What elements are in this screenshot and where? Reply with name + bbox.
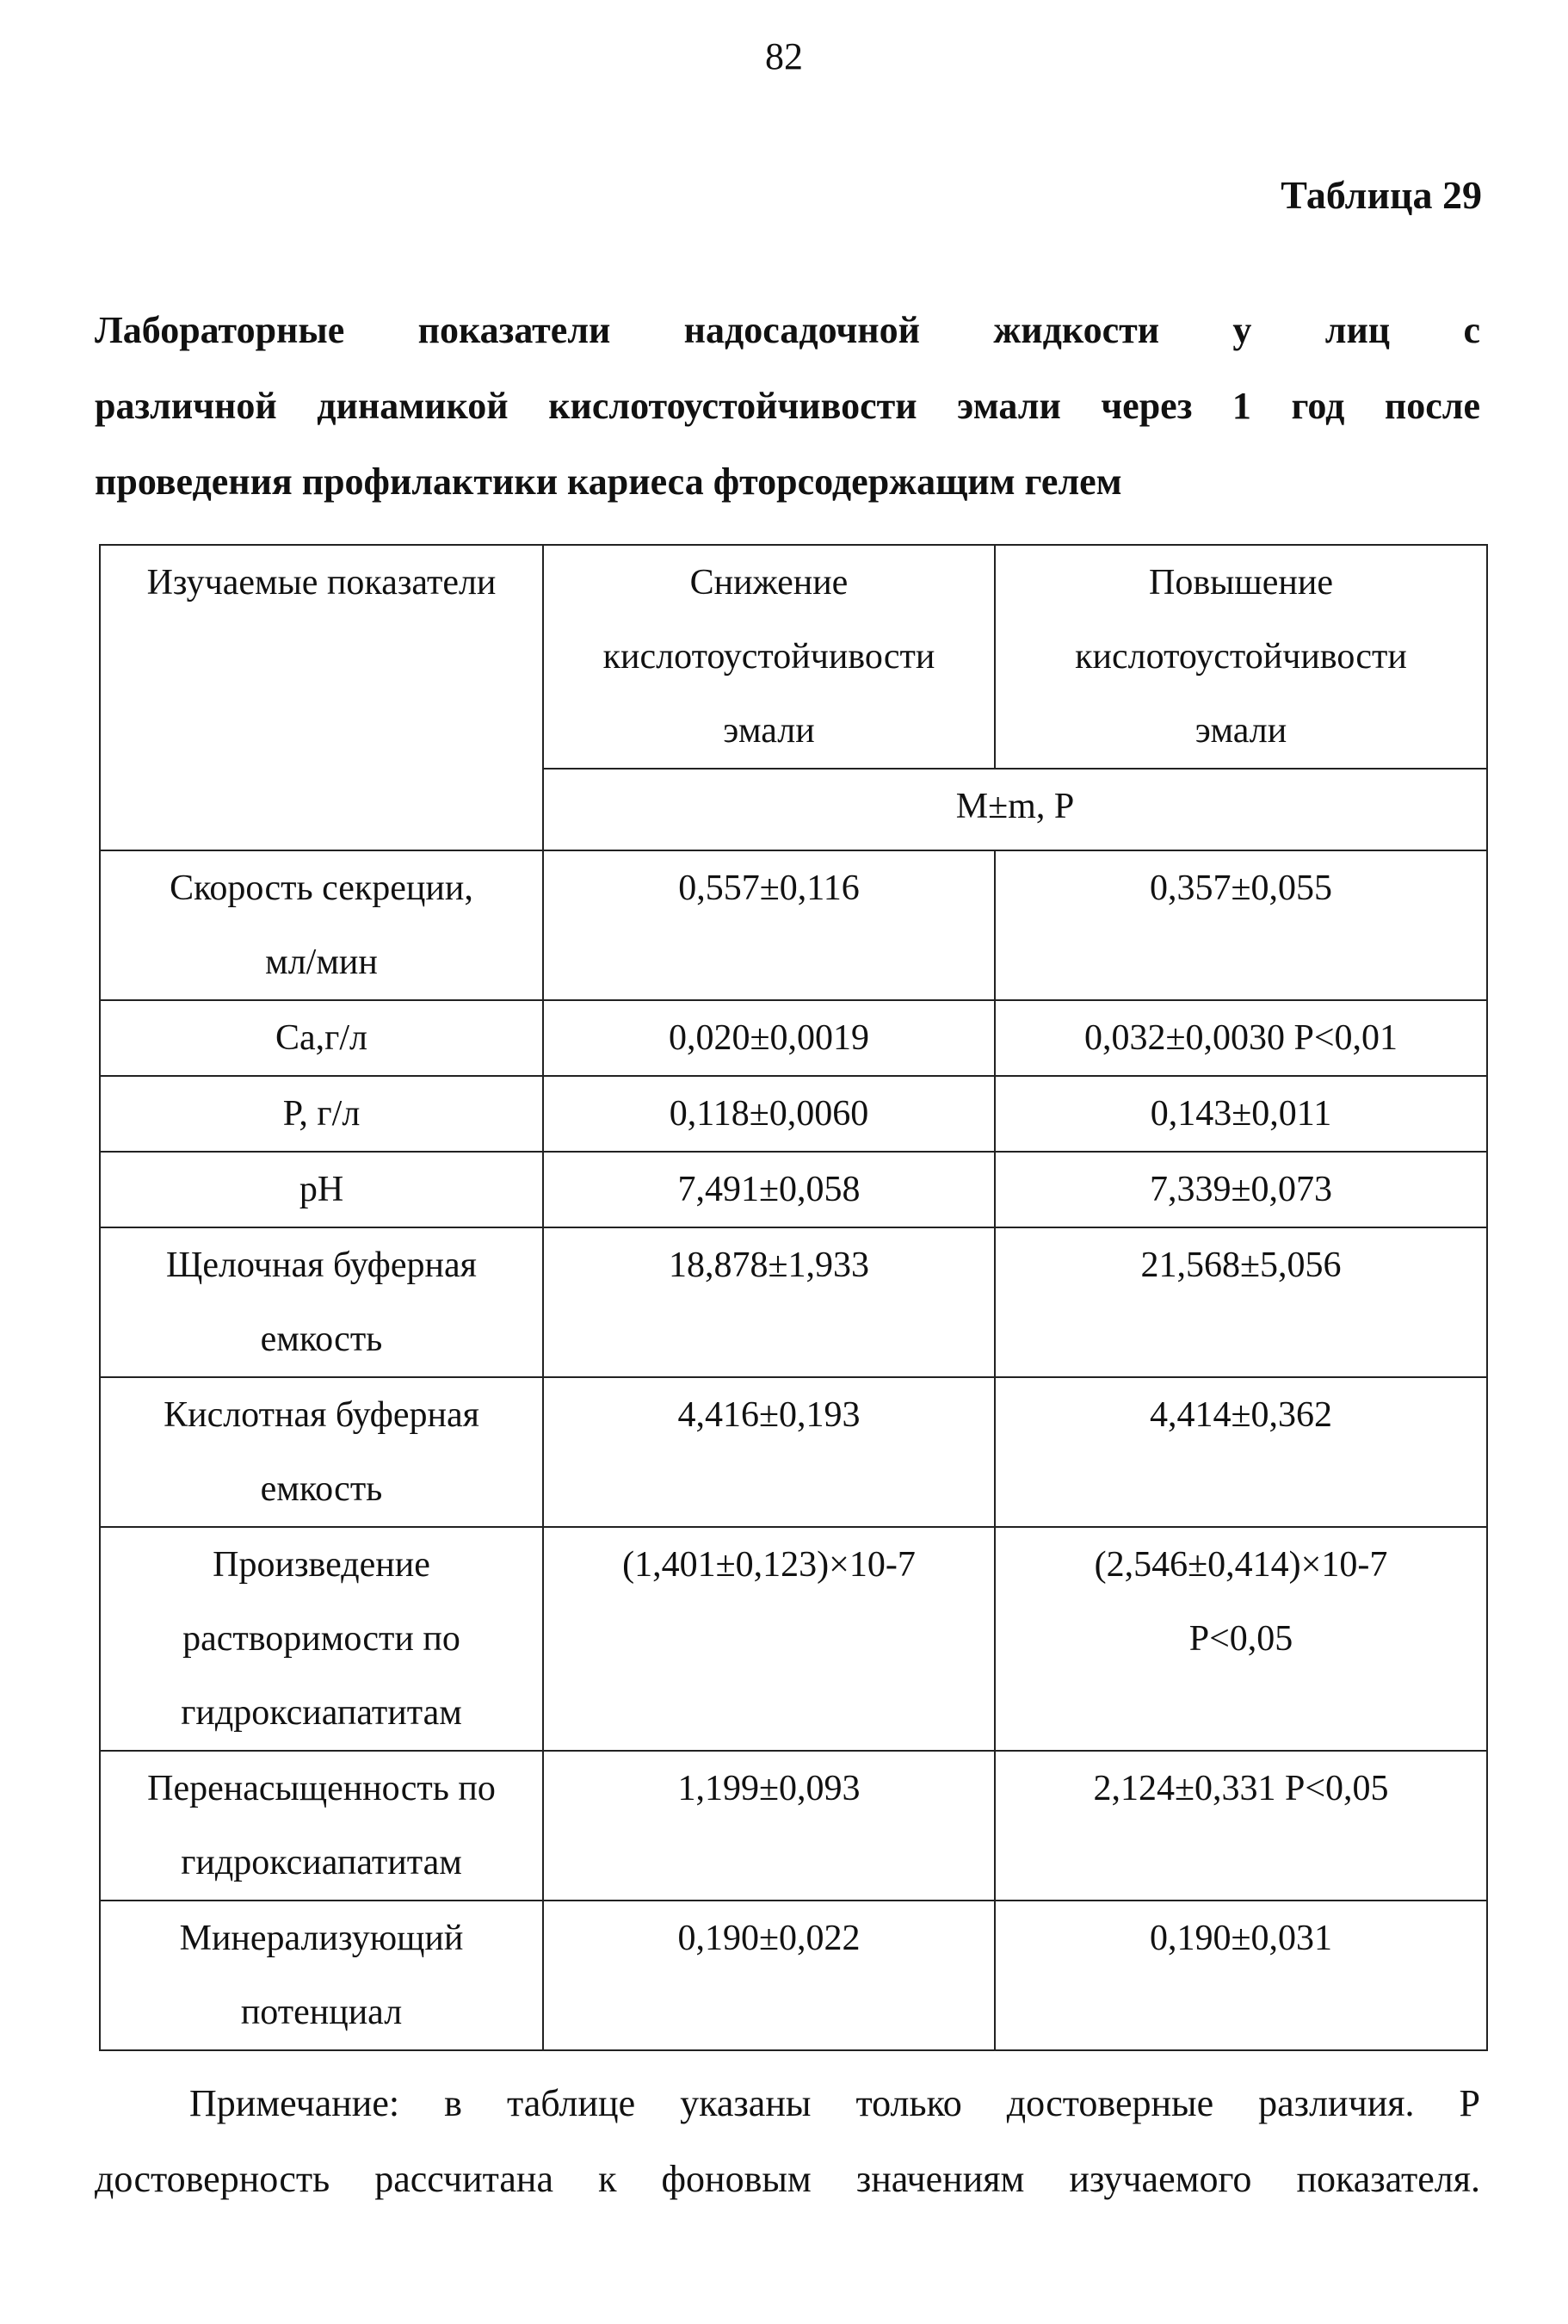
cell-text-line: 21,568±5,056 [1140,1245,1342,1285]
row-increase-value-cell [995,1000,1487,1076]
row-increase-value-cell [995,1901,1487,2050]
header-text-line: Повышение [1149,563,1333,603]
caption-line: проведения профилактики кариеса фторсодержащим гелем [95,460,1122,503]
cell-text-line: гидроксиапатитам [181,1843,462,1882]
header-text-line: эмали [1195,711,1287,751]
row-label-cell [100,1152,543,1227]
cell-text-line: потенциал [240,1993,403,2032]
note-line: Примечание: в таблице указаны только достоверные различия. Р [189,2082,1480,2124]
caption-line: Лабораторные показатели надосадочной жидкости у лиц с [95,309,1480,351]
row-increase-value-cell [995,1377,1487,1527]
cell-text-line: емкость [260,1469,383,1509]
row-label-cell [100,850,543,1000]
row-increase-value-cell [995,1527,1487,1751]
table-row [100,1377,1487,1527]
cell-text-line: 0,143±0,011 [1150,1094,1332,1134]
cell-text-line: 0,118±0,0060 [669,1094,869,1134]
row-label-cell [100,1901,543,2050]
row-decrease-value-cell [543,1377,995,1527]
cell-text-line: Ca,г/л [275,1018,367,1058]
row-increase-value-cell [995,1076,1487,1152]
row-decrease-value-cell [543,1076,995,1152]
row-increase-value-cell [995,850,1487,1000]
row-decrease-value-cell [543,1527,995,1751]
cell-text-line: 0,020±0,0019 [668,1018,870,1058]
header-text-line: эмали [723,711,815,751]
header-increase [995,545,1487,769]
row-label-cell [100,1000,543,1076]
cell-text-line: растворимости по [182,1619,460,1659]
cell-text-line: (1,401±0,123)×10-7 [622,1545,916,1585]
units-label: M±m, P [955,787,1075,826]
row-decrease-value-cell [543,1000,995,1076]
cell-text-line: (2,546±0,414)×10-7 [1094,1545,1388,1585]
header-units [543,769,1487,850]
cell-text-line: 7,339±0,073 [1149,1170,1333,1209]
cell-text-line: мл/мин [265,943,378,982]
table-row [100,1000,1487,1076]
note-line: достоверность рассчитана к фоновым значениям изучаемого показателя. [95,2158,1480,2200]
table-header-row [100,545,1487,769]
cell-text-line: Щелочная буферная [166,1245,477,1285]
cell-text-line: 0,557±0,116 [678,868,860,908]
cell-text-line: 7,491±0,058 [677,1170,861,1209]
table-row [100,1901,1487,2050]
cell-text-line: P, г/л [282,1094,361,1134]
table-caption [95,293,1480,520]
row-decrease-value-cell [543,850,995,1000]
cell-text-line: емкость [260,1320,383,1359]
row-decrease-value-cell [543,1751,995,1901]
page-number: 82 [765,35,803,77]
cell-text-line: 18,878±1,933 [668,1245,870,1285]
cell-text-line: Перенасыщенность по [147,1769,496,1808]
header-text-line: Снижение [689,563,849,603]
cell-text-line: гидроксиапатитам [181,1693,462,1733]
caption-line: различной динамикой кислотоустойчивости эмали через 1 год после [95,385,1480,427]
row-increase-value-cell [995,1227,1487,1377]
header-indicators-label: Изучаемые показатели [146,563,497,603]
row-label-cell [100,1527,543,1751]
header-decrease [543,545,995,769]
cell-text-line: 0,190±0,022 [677,1919,861,1958]
table-row [100,1227,1487,1377]
table-row [100,1751,1487,1901]
data-table [99,544,1488,2051]
table-label: Таблица 29 [1281,173,1482,217]
row-decrease-value-cell [543,1227,995,1377]
cell-text-line: 1,199±0,093 [677,1769,861,1808]
table-row [100,1527,1487,1751]
header-text-line: кислотоустойчивости [1075,637,1407,677]
cell-text-line: 0,357±0,055 [1149,868,1333,908]
row-increase-value-cell [995,1751,1487,1901]
table-note [95,2066,1480,2217]
cell-text-line: pH [299,1170,344,1209]
table-row [100,1152,1487,1227]
cell-text-line: 2,124±0,331 P<0,05 [1093,1769,1389,1808]
cell-text-line: Скорость секреции, [170,868,473,908]
cell-text-line: 4,414±0,362 [1149,1395,1333,1435]
header-text-line: кислотоустойчивости [602,637,935,677]
row-label-cell [100,1227,543,1377]
row-label-cell [100,1377,543,1527]
cell-text-line: P<0,05 [1188,1619,1293,1659]
cell-text-line: 4,416±0,193 [677,1395,861,1435]
table-row [100,1076,1487,1152]
row-decrease-value-cell [543,1152,995,1227]
cell-text-line: Минерализующий [179,1919,464,1958]
cell-text-line: 0,032±0,0030 P<0,01 [1083,1018,1398,1058]
cell-text-line: Произведение [213,1545,430,1585]
cell-text-line: 0,190±0,031 [1149,1919,1333,1958]
row-label-cell [100,1076,543,1152]
row-decrease-value-cell [543,1901,995,2050]
table-row [100,850,1487,1000]
cell-text-line: Кислотная буферная [164,1395,479,1435]
header-indicators [100,545,543,850]
row-label-cell [100,1751,543,1901]
row-increase-value-cell [995,1152,1487,1227]
